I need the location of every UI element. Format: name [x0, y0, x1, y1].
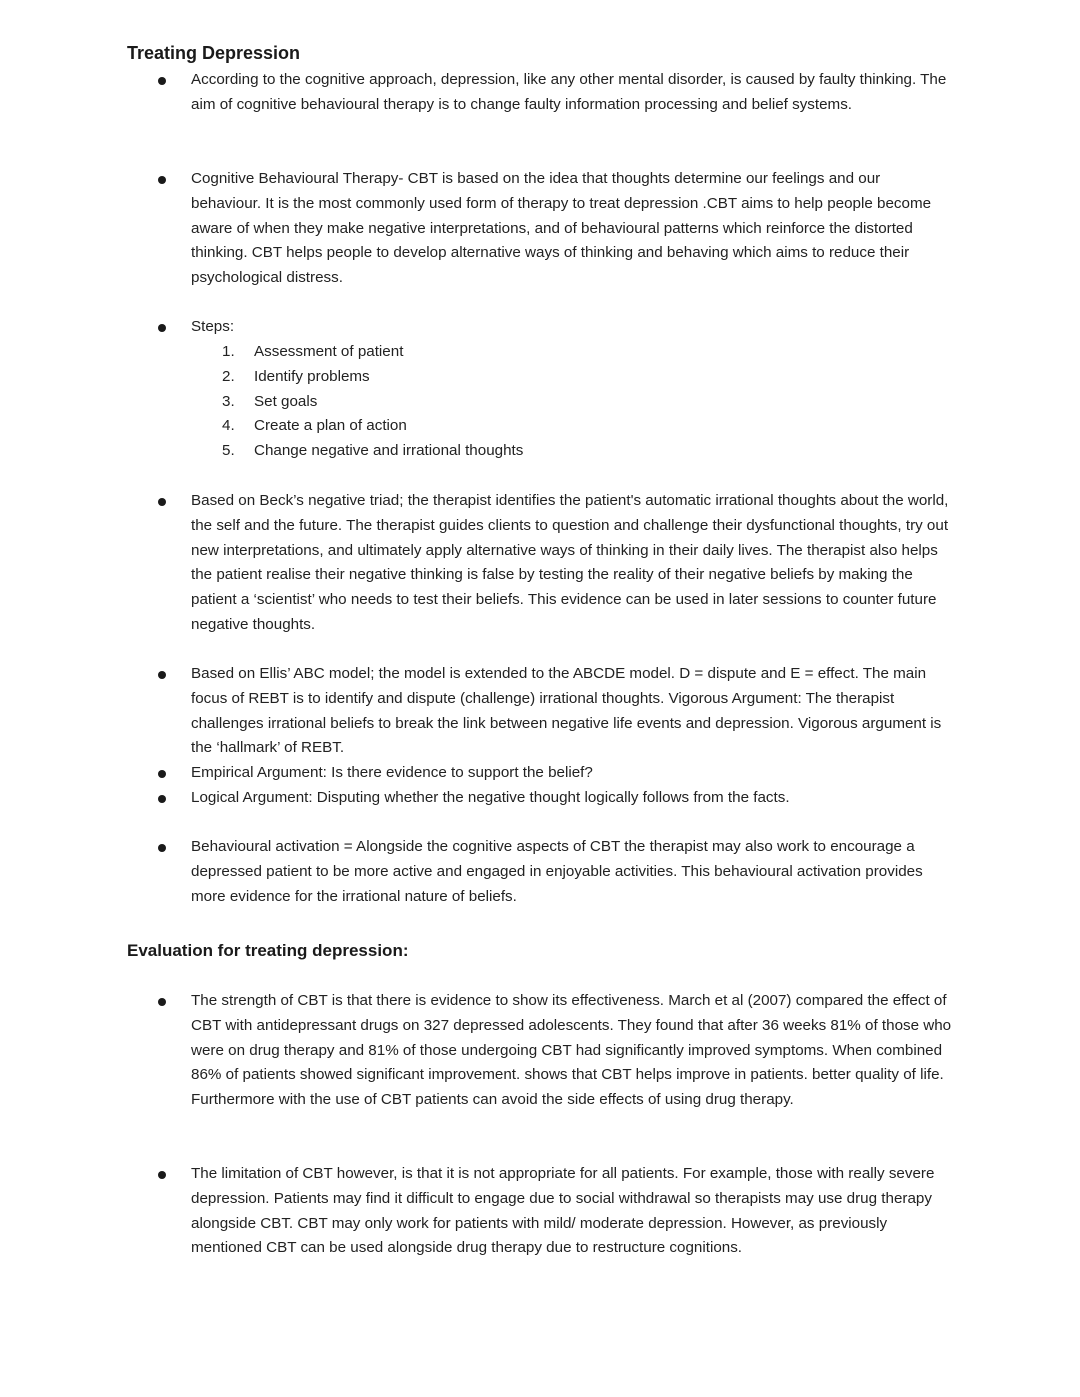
bullet-dot: [158, 498, 166, 506]
paragraph-cognitive-approach: According to the cognitive approach, depression, like any other mental disorder, is caused by faulty thinking. The aim of cognitive behavioural therapy is to change faulty information processing and belief systems.: [191, 71, 947, 113]
paragraph-behavioural-activation: Behavioural activation = Alongside the cognitive aspects of CBT the therapist may also work to encourage a depressed patient to be more active and engaged in enjoyable activities. This behavioural activation provides more evidence for the irrational nature of beliefs.: [191, 838, 923, 905]
bullet-dot: [158, 770, 166, 778]
section-heading-evaluation: Evaluation for treating depression:: [127, 941, 409, 960]
bullet-dot: [158, 795, 166, 803]
paragraph-empirical-argument: Empirical Argument: Is there evidence to support the belief?: [191, 764, 593, 781]
bullet-dot: [158, 324, 166, 332]
bullet-dot: [158, 844, 166, 852]
section-heading-treating-depression: Treating Depression: [127, 43, 301, 63]
step-item: 1. Assessment of patient: [222, 343, 404, 360]
paragraph-ellis-abc: Based on Ellis’ ABC model; the model is extended to the ABCDE model. D = dispute and E = effect. The main focus of REBT is to identify and dispute (challenge) irrational thoughts. Vigorous Argument: The therapist challenges irrational beliefs to break the link between negative life events and depression. Vigorous argument is the ‘hallmark’ of REBT.: [191, 665, 942, 757]
bullet-dot: [158, 998, 166, 1006]
bullet-dot: [158, 1171, 166, 1179]
step-item: 3. Set goals: [222, 393, 318, 410]
paragraph-cbt-limitation: The limitation of CBT however, is that it is not appropriate for all patients. For example, those with really severe depression. Patients may find it difficult to engage due to social withdrawal so therapists may use drug therapy alongside CBT. CBT may only work for patients with mild/ moderate depression. However, as previously mentioned CBT can be used alongside drug therapy due to restructure cognitions.: [191, 1165, 935, 1257]
bullet-dot: [158, 671, 166, 679]
step-item: 5. Change negative and irrational thoughts: [222, 442, 524, 459]
paragraph-cbt-definition: Cognitive Behavioural Therapy- CBT is based on the idea that thoughts determine our feelings and our behaviour. It is the most commonly used form of therapy to treat depression .CBT aims to help people become aware of when they make negative interpretations, and of behavioural patterns which reinforce the distorted thinking. CBT helps people to develop alternative ways of thinking and behaving which aims to reduce their psychological distress.: [191, 170, 932, 287]
paragraph-logical-argument: Logical Argument: Disputing whether the negative thought logically follows from the facts.: [191, 789, 790, 806]
steps-label: Steps:: [191, 318, 235, 335]
step-item: 4. Create a plan of action: [222, 417, 407, 434]
step-item: 2. Identify problems: [222, 368, 370, 385]
bullet-dot: [158, 77, 166, 85]
bullet-dot: [158, 176, 166, 184]
paragraph-cbt-strength: The strength of CBT is that there is evidence to show its effectiveness. March et al (2007) compared the effect of CBT with antidepressant drugs on 327 depressed adolescents. They found that after 36 weeks 81% of those who were on drug therapy and 81% of those undergoing CBT had significantly improved symptoms. When combined 86% of patients showed significant improvement. shows that CBT helps improve in patients. better quality of life. Furthermore with the use of CBT patients can avoid the side effects of using drug therapy.: [191, 992, 952, 1109]
paragraph-beck-triad: Based on Beck’s negative triad; the therapist identifies the patient's automatic irrational thoughts about the world, the self and the future. The therapist guides clients to question and challenge their dysfunctional thoughts, try out new interpretations, and ultimately apply alternative ways of thinking in their daily lives. The therapist also helps the patient realise their negative thinking is false by testing the reality of their negative beliefs by making the patient a ‘scientist’ who needs to test their beliefs. This evidence can be used in later sessions to counter future negative thoughts.: [191, 492, 949, 633]
